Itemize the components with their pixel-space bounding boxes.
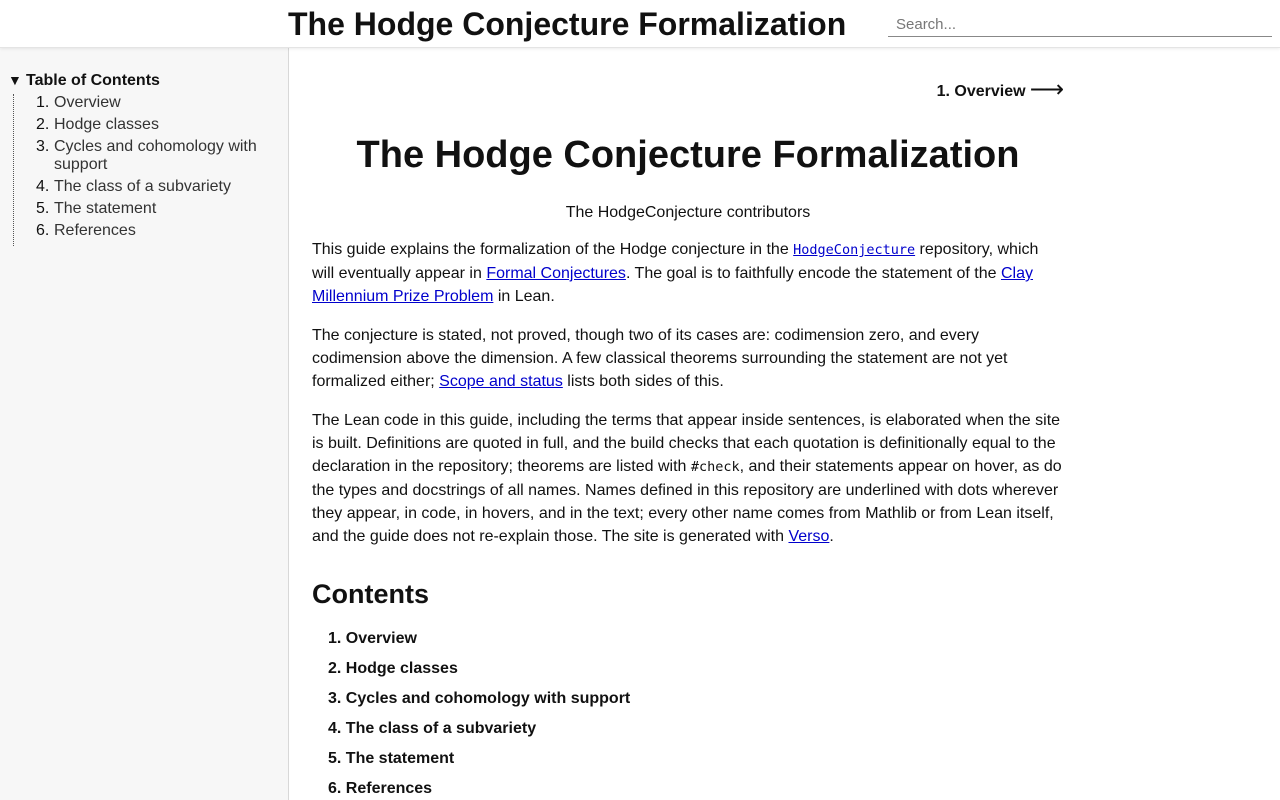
toc-item-references[interactable] [14, 222, 283, 240]
toc-list [13, 94, 283, 246]
toc-item-class-of-subvariety[interactable] [14, 178, 283, 196]
clay-millennium-link[interactable]: Clay Millennium Prize Problem [312, 265, 1033, 305]
text-span: repository, which will eventually appear in [312, 241, 1039, 282]
text-span: lists both sides of this. [562, 373, 724, 390]
top-bar [0, 0, 1280, 48]
formal-conjectures-link[interactable]: Formal Conjectures [486, 265, 626, 282]
toc-item-label[interactable]: The class of a subvariety [54, 178, 231, 195]
toc-item-label[interactable]: References [54, 222, 136, 239]
toc-item-statement[interactable] [14, 200, 283, 218]
toc-item-number: 6. [36, 222, 50, 239]
contents-heading: Contents [312, 579, 429, 609]
site-title[interactable]: The Hodge Conjecture Formalization [288, 6, 847, 42]
intro-text [312, 238, 1064, 564]
toc-toggle[interactable] [8, 72, 160, 90]
toc-item-number: 1. [36, 94, 50, 111]
contents-item-hodge-classes[interactable]: 2. Hodge classes [328, 660, 458, 677]
text-span: This guide explains the formalization of the Hodge conjecture in the [312, 241, 794, 258]
intro-paragraph-1 [312, 238, 1064, 308]
contents-list [328, 630, 630, 800]
intro-paragraph-3 [312, 409, 1064, 548]
next-page-link[interactable] [937, 74, 1064, 103]
text-span: . The goal is to faithfully encode the statement of the [625, 265, 1001, 282]
toc-item-label[interactable]: Hodge classes [54, 116, 159, 133]
text-span: , and their statements appear on hover, as do the types and docstrings of all names. Names defined in this repository are underlined with dots wherever they appear, in code, in hovers, and in the text; every other name comes from Mathlib or from Lean itself, and the guide does not re-explain those. The site is generated with [312, 458, 1062, 545]
inline-code: #check [690, 459, 740, 475]
text-span: in Lean. [493, 288, 555, 305]
text-span: . [829, 528, 834, 545]
hodgeconjecture-repo-link[interactable] [793, 241, 915, 258]
toc-item-number: 2. [36, 116, 50, 133]
toc-item-label[interactable]: The statement [54, 200, 157, 217]
contents-item-statement[interactable]: 5. The statement [328, 750, 455, 767]
toc-item-hodge-classes[interactable] [14, 116, 283, 134]
toc-item-label[interactable]: Overview [54, 94, 121, 111]
toc-item-overview[interactable] [14, 94, 283, 112]
text-span: The Lean code in this guide, including the terms that appear inside sentences, is elaborated when the site is built. Definitions are quoted in full, and the build checks that each quotation is definitionally equal to the declaration in the repository; theorems are listed with [312, 412, 1061, 475]
authors: The HodgeConjecture contributors [565, 204, 811, 221]
toc-item-label[interactable]: Cycles and cohomology with support [54, 138, 257, 173]
contents-item-class-of-subvariety[interactable]: 4. The class of a subvariety [328, 720, 537, 737]
intro-paragraph-2 [312, 324, 1064, 393]
toc-item-number: 3. [36, 138, 50, 155]
contents-item-references[interactable]: 6. References [328, 780, 433, 797]
page-title: The Hodge Conjecture Formalization [356, 134, 1020, 176]
toc-item-number: 5. [36, 200, 50, 217]
arrow-right-icon: ⟶ [1029, 76, 1064, 103]
next-page-label: 1. Overview [936, 83, 1026, 100]
triangle-down-icon: ▼ [8, 72, 22, 88]
text-span: The conjecture is stated, not proved, though two of its cases are: codimension zero, and every codimension above the dimension. A few classical theorems surrounding the statement are not yet formalized either; [312, 327, 1008, 390]
toc-item-number: 4. [36, 178, 50, 195]
sidebar [0, 48, 289, 800]
verso-link[interactable]: Verso [788, 528, 830, 545]
toc-item-cycles-cohomology[interactable] [14, 138, 283, 174]
inline-code: HodgeConjecture [793, 242, 916, 258]
search-input[interactable] [888, 12, 1272, 37]
scope-and-status-link[interactable]: Scope and status [439, 373, 563, 390]
contents-item-cycles-cohomology[interactable]: 3. Cycles and cohomology with support [328, 690, 631, 707]
toc-title: Table of Contents [26, 72, 160, 89]
contents-item-overview[interactable]: 1. Overview [328, 630, 417, 647]
